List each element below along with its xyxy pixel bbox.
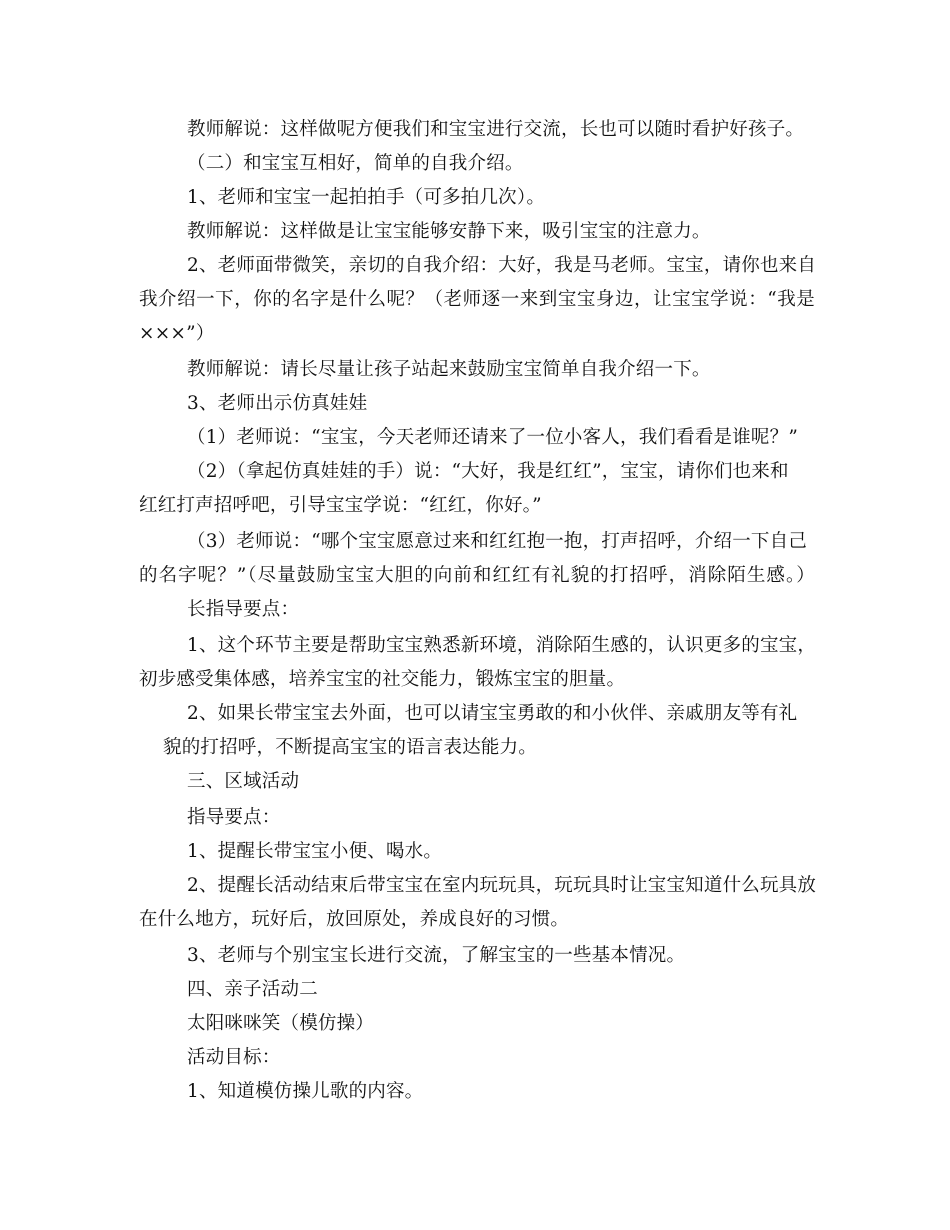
text-line: 红红打声招呼吧，引导宝宝学说：“红红，你好。” <box>139 495 542 516</box>
text-line: （1）老师说：“宝宝，今天老师还请来了一位小客人，我们看看是谁呢？” <box>187 427 798 448</box>
section-heading: （二）和宝宝互相好，简单的自我介绍。 <box>187 153 524 174</box>
section-heading: 四、亲子活动二 <box>187 979 318 1000</box>
text-line: （3）老师说：“哪个宝宝愿意过来和红红抱一抱，打声招呼，介绍一下自己 <box>187 531 808 552</box>
text-line: 教师解说：这样做呢方便我们和宝宝进行交流，长也可以随时看护好孩子。 <box>187 119 805 140</box>
section-heading: 三、区域活动 <box>187 771 300 792</box>
text-line: 我介绍一下，你的名字是什么呢？（老师逐一来到宝宝身边，让宝宝学说：“我是 <box>139 289 815 310</box>
text-line: 在什么地方，玩好后，放回原处，养成良好的习惯。 <box>139 909 570 930</box>
text-line: 初步感受集体感，培养宝宝的社交能力，锻炼宝宝的胆量。 <box>139 669 626 690</box>
text-line: 3、老师出示仿真娃娃 <box>187 393 368 414</box>
text-line: 的名字呢？”（尽量鼓励宝宝大胆的向前和红红有礼貌的打招呼，消除陌生感。） <box>139 565 815 586</box>
section-heading: 长指导要点： <box>187 599 300 620</box>
text-line: 教师解说：这样做是让宝宝能够安静下来，吸引宝宝的注意力。 <box>187 221 711 242</box>
section-heading: 活动目标： <box>187 1047 281 1068</box>
text-line: 2、提醒长活动结束后带宝宝在室内玩玩具，玩玩具时让宝宝知道什么玩具放 <box>187 875 817 896</box>
text-line: 2、如果长带宝宝去外面，也可以请宝宝勇敢的和小伙伴、亲戚朋友等有礼 <box>187 703 798 724</box>
text-line: 3、老师与个别宝宝长进行交流，了解宝宝的一些基本情况。 <box>187 945 686 966</box>
text-line: 貌的打招呼，不断提高宝宝的语言表达能力。 <box>163 737 538 758</box>
text-line: 1、老师和宝宝一起拍拍手（可多拍几次）。 <box>187 187 546 208</box>
section-heading: 太阳咪咪笑（模仿操） <box>187 1013 375 1034</box>
text-line: ×××”） <box>139 323 215 344</box>
text-line: 1、提醒长带宝宝小便、喝水。 <box>187 841 443 862</box>
text-line: 2、老师面带微笑，亲切的自我介绍：大好，我是马老师。宝宝，请你也来自 <box>187 255 817 276</box>
section-heading: 指导要点： <box>187 807 281 828</box>
text-line: 教师解说：请长尽量让孩子站起来鼓励宝宝简单自我介绍一下。 <box>187 359 711 380</box>
text-line: （2）（拿起仿真娃娃的手）说：“大好，我是红红”，宝宝，请你们也来和 <box>187 461 789 482</box>
text-line: 1、知道模仿操儿歌的内容。 <box>187 1081 424 1102</box>
text-line: 1、这个环节主要是帮助宝宝熟悉新环境，消除陌生感的，认识更多的宝宝， <box>187 635 817 656</box>
